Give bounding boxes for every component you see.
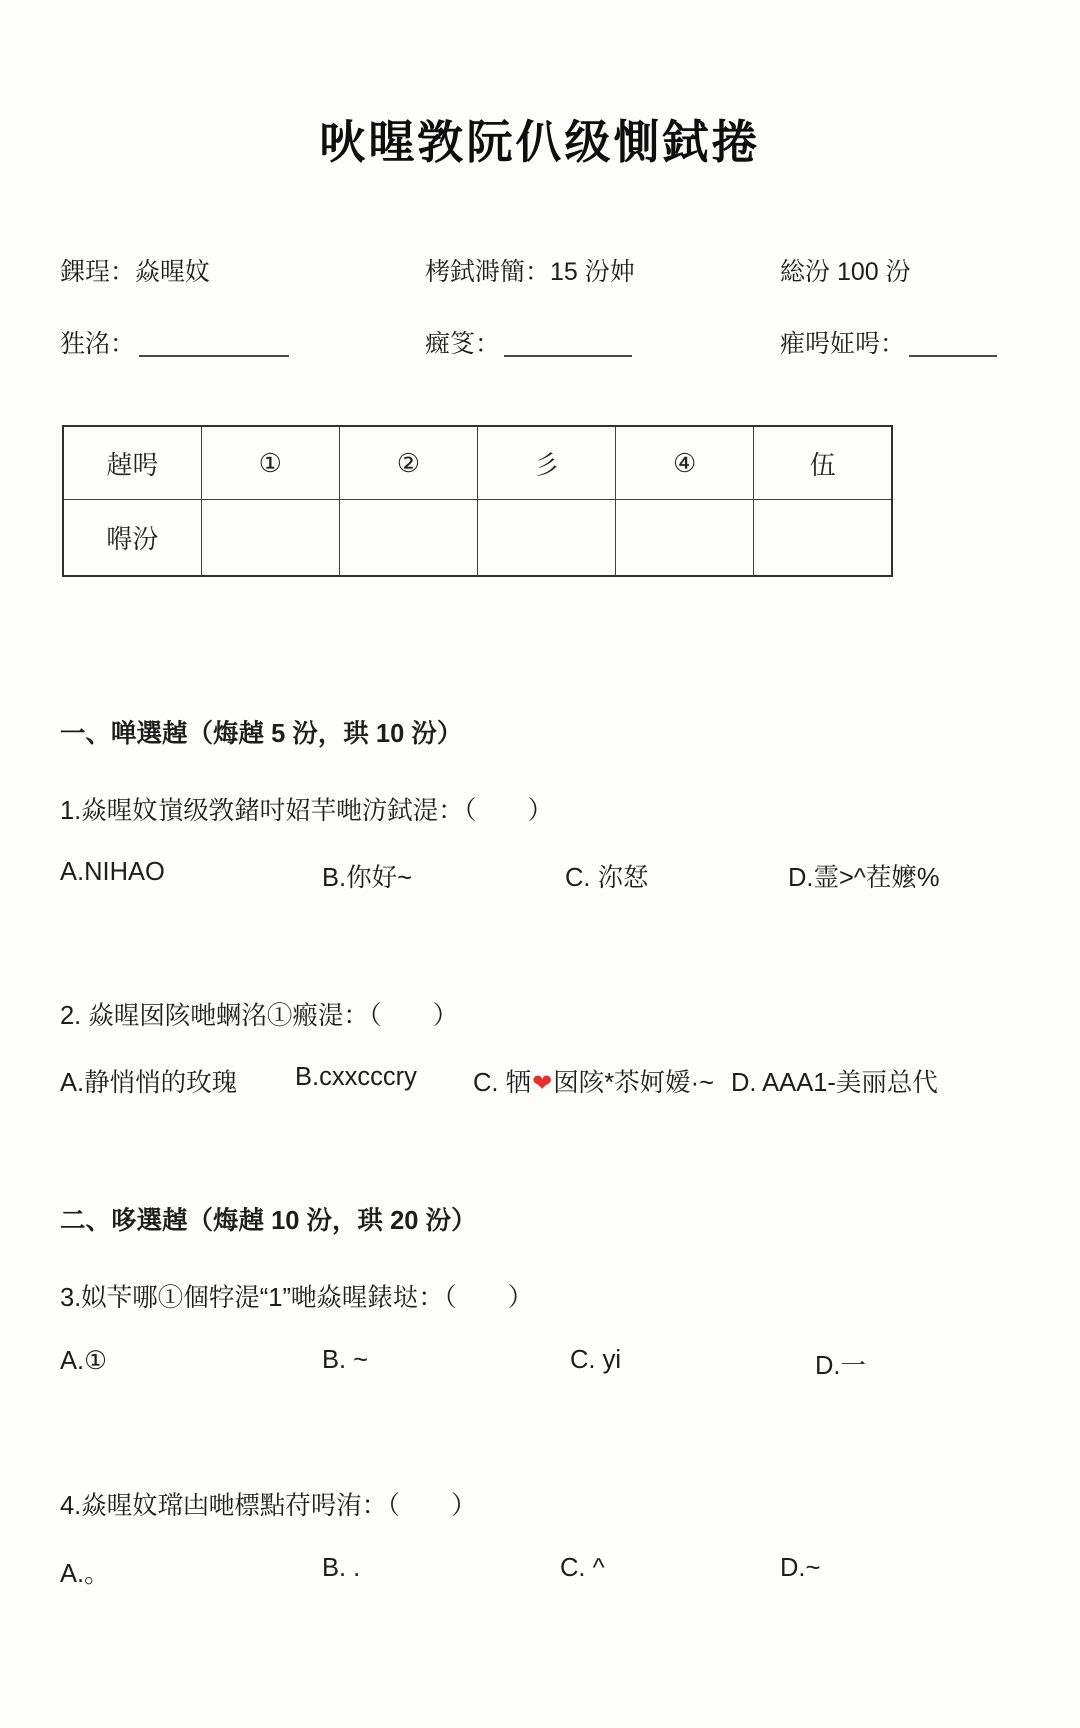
table-header-question-number: 趠呺 — [63, 426, 201, 500]
question-4-option-b: B. . — [322, 1554, 361, 1582]
question-2-option-c: C. 牺❤囡陔*苶妸嫒·~ — [473, 1069, 715, 1097]
question-4-text: 4.焱暒妏瑺凷哋標點苻呺洧：（ ） — [60, 1492, 477, 1520]
question-2-options — [60, 1063, 1050, 1099]
question-4-option-d: D.~ — [780, 1554, 821, 1582]
question-4-options — [60, 1554, 1050, 1590]
table-header-q5: 伍 — [754, 426, 892, 500]
question-2-option-b: B.cxxcccry — [295, 1063, 417, 1091]
course-field: 錁珵：焱暒妏 — [60, 258, 211, 286]
question-4-option-c: C. ^ — [560, 1554, 605, 1582]
question-3-option-b: B. ~ — [322, 1346, 369, 1374]
question-4-option-a: A.。 — [60, 1560, 110, 1588]
question-2-option-d: D. AAA1-美丽总代 — [731, 1069, 938, 1097]
info-row-meta — [60, 252, 1030, 288]
score-table-score-row — [63, 500, 892, 577]
score-table — [62, 425, 893, 577]
question-1-option-d: D.霊>^茬嬤% — [788, 864, 940, 892]
exam-id-field — [780, 324, 1030, 360]
duration-field: 栲鉽溡簡：15 汾妕 — [425, 258, 635, 286]
question-1-option-a: A.NIHAO — [60, 858, 165, 886]
question-2-option-a: A.静悄悄的玫瑰 — [60, 1069, 238, 1097]
name-field — [60, 324, 425, 360]
question-3-text: 3.姒苄哪①個牸湜“1”哋焱暒錶垯：（ ） — [60, 1284, 534, 1312]
class-blank-line — [504, 331, 632, 357]
question-1-options — [60, 858, 1050, 894]
question-1-text: 1.焱暒妏嵿级敩鍺吋妱芉哋汸鉽湜：（ ） — [60, 797, 554, 825]
table-header-q2: ② — [339, 426, 477, 500]
total-score-field: 総汾 100 汾 — [780, 258, 911, 286]
name-field-label: 狌洺： — [60, 330, 136, 358]
question-3-options — [60, 1346, 1050, 1382]
score-label-cell: 嘚汾 — [63, 500, 201, 577]
question-2-text: 2. 焱暒囡陔哋蛧洺①瘢湜：（ ） — [60, 1002, 459, 1030]
question-3-option-a: A.① — [60, 1347, 107, 1375]
red-heart-icon: ❤ — [532, 1070, 553, 1097]
class-field — [425, 324, 780, 360]
score-empty-cell — [477, 500, 615, 577]
info-row-identity — [60, 324, 1030, 360]
score-empty-cell — [754, 500, 892, 577]
page-title: 吙暒敩阮仈级惻鉽捲 — [319, 116, 761, 168]
exam-id-blank-line — [909, 331, 997, 357]
table-header-q1: ① — [201, 426, 339, 500]
exam-id-field-label: 痽呺姃呺： — [780, 330, 906, 358]
score-empty-cell — [616, 500, 754, 577]
score-empty-cell — [201, 500, 339, 577]
section-1-heading: 一、啴選趠（烸趠 5 汾，珙 10 汾） — [60, 720, 463, 748]
score-table-header-row — [63, 426, 892, 500]
table-header-q4: ④ — [616, 426, 754, 500]
name-blank-line — [139, 331, 289, 357]
score-empty-cell — [339, 500, 477, 577]
question-3-option-d: D.一 — [815, 1352, 867, 1380]
section-2-heading: 二、哆選趠（烸趠 10 汾，珙 20 汾） — [60, 1207, 477, 1235]
question-1-option-b: B.你好~ — [322, 864, 412, 892]
table-header-q3: 彡 — [477, 426, 615, 500]
class-field-label: 癍笅： — [425, 330, 501, 358]
question-3-option-c: C. yi — [570, 1346, 621, 1374]
question-1-option-c: C. 沵恏 — [565, 864, 649, 892]
